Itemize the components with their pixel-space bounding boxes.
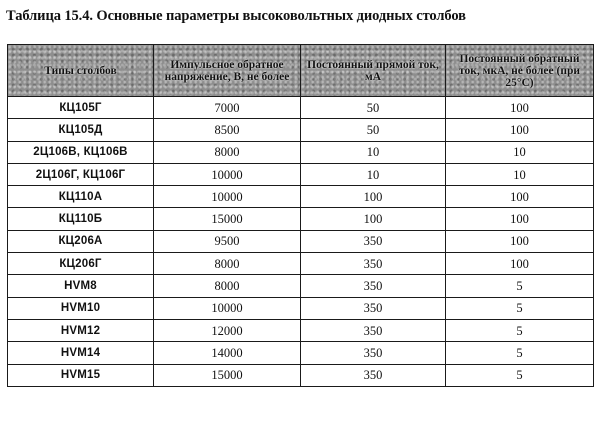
cell-voltage: 10000 [154,163,301,185]
cell-forward-current: 350 [301,275,446,297]
table-row [8,319,594,341]
cell-reverse-current: 100 [446,186,594,208]
cell-forward-current: 10 [301,141,446,163]
table-row [8,230,594,252]
cell-reverse-current: 10 [446,141,594,163]
cell-voltage: 8000 [154,253,301,275]
cell-type: HVM10 [8,297,154,319]
header-type: Типы столбов [8,45,154,97]
cell-voltage: 15000 [154,208,301,230]
cell-type: КЦ206А [8,230,154,252]
cell-reverse-current: 100 [446,230,594,252]
cell-forward-current: 50 [301,119,446,141]
cell-reverse-current: 10 [446,163,594,185]
cell-reverse-current: 100 [446,97,594,119]
cell-forward-current: 50 [301,97,446,119]
cell-voltage: 8000 [154,141,301,163]
table-row [8,119,594,141]
table-row [8,364,594,386]
cell-voltage: 12000 [154,319,301,341]
cell-forward-current: 350 [301,297,446,319]
header-pulse-reverse-voltage: Импульсное обратное напряжение, В, не более [154,45,301,97]
cell-reverse-current: 5 [446,319,594,341]
cell-type: HVM15 [8,364,154,386]
table-row [8,208,594,230]
cell-forward-current: 100 [301,208,446,230]
cell-reverse-current: 5 [446,297,594,319]
cell-voltage: 10000 [154,297,301,319]
cell-voltage: 7000 [154,97,301,119]
table-row [8,163,594,185]
cell-reverse-current: 5 [446,275,594,297]
cell-reverse-current: 5 [446,364,594,386]
cell-reverse-current: 100 [446,253,594,275]
cell-type: КЦ206Г [8,253,154,275]
cell-type: 2Ц106В, КЦ106В [8,141,154,163]
table-row [8,253,594,275]
cell-voltage: 14000 [154,342,301,364]
cell-type: 2Ц106Г, КЦ106Г [8,163,154,185]
cell-forward-current: 10 [301,163,446,185]
cell-type: HVM8 [8,275,154,297]
cell-voltage: 8000 [154,275,301,297]
cell-type: КЦ105Д [8,119,154,141]
diode-stacks-table [7,44,594,387]
cell-reverse-current: 5 [446,342,594,364]
header-forward-current: Постоянный прямой ток, мА [301,45,446,97]
header-reverse-current: Постоянный обратный ток, мкА, не более (при 25°C) [446,45,594,97]
cell-forward-current: 350 [301,364,446,386]
cell-forward-current: 350 [301,342,446,364]
cell-reverse-current: 100 [446,208,594,230]
table-row [8,141,594,163]
cell-type: КЦ105Г [8,97,154,119]
table-header-row [8,45,594,97]
table-caption: Таблица 15.4. Основные параметры высоковольтных диодных столбов [6,8,466,24]
cell-voltage: 9500 [154,230,301,252]
cell-reverse-current: 100 [446,119,594,141]
cell-voltage: 8500 [154,119,301,141]
cell-type: КЦ110Б [8,208,154,230]
cell-type: КЦ110А [8,186,154,208]
cell-forward-current: 350 [301,230,446,252]
table-row [8,275,594,297]
table-row [8,342,594,364]
cell-voltage: 10000 [154,186,301,208]
cell-type: HVM12 [8,319,154,341]
cell-forward-current: 100 [301,186,446,208]
cell-type: HVM14 [8,342,154,364]
cell-voltage: 15000 [154,364,301,386]
table-row [8,186,594,208]
table-row [8,97,594,119]
table-row [8,297,594,319]
cell-forward-current: 350 [301,253,446,275]
cell-forward-current: 350 [301,319,446,341]
